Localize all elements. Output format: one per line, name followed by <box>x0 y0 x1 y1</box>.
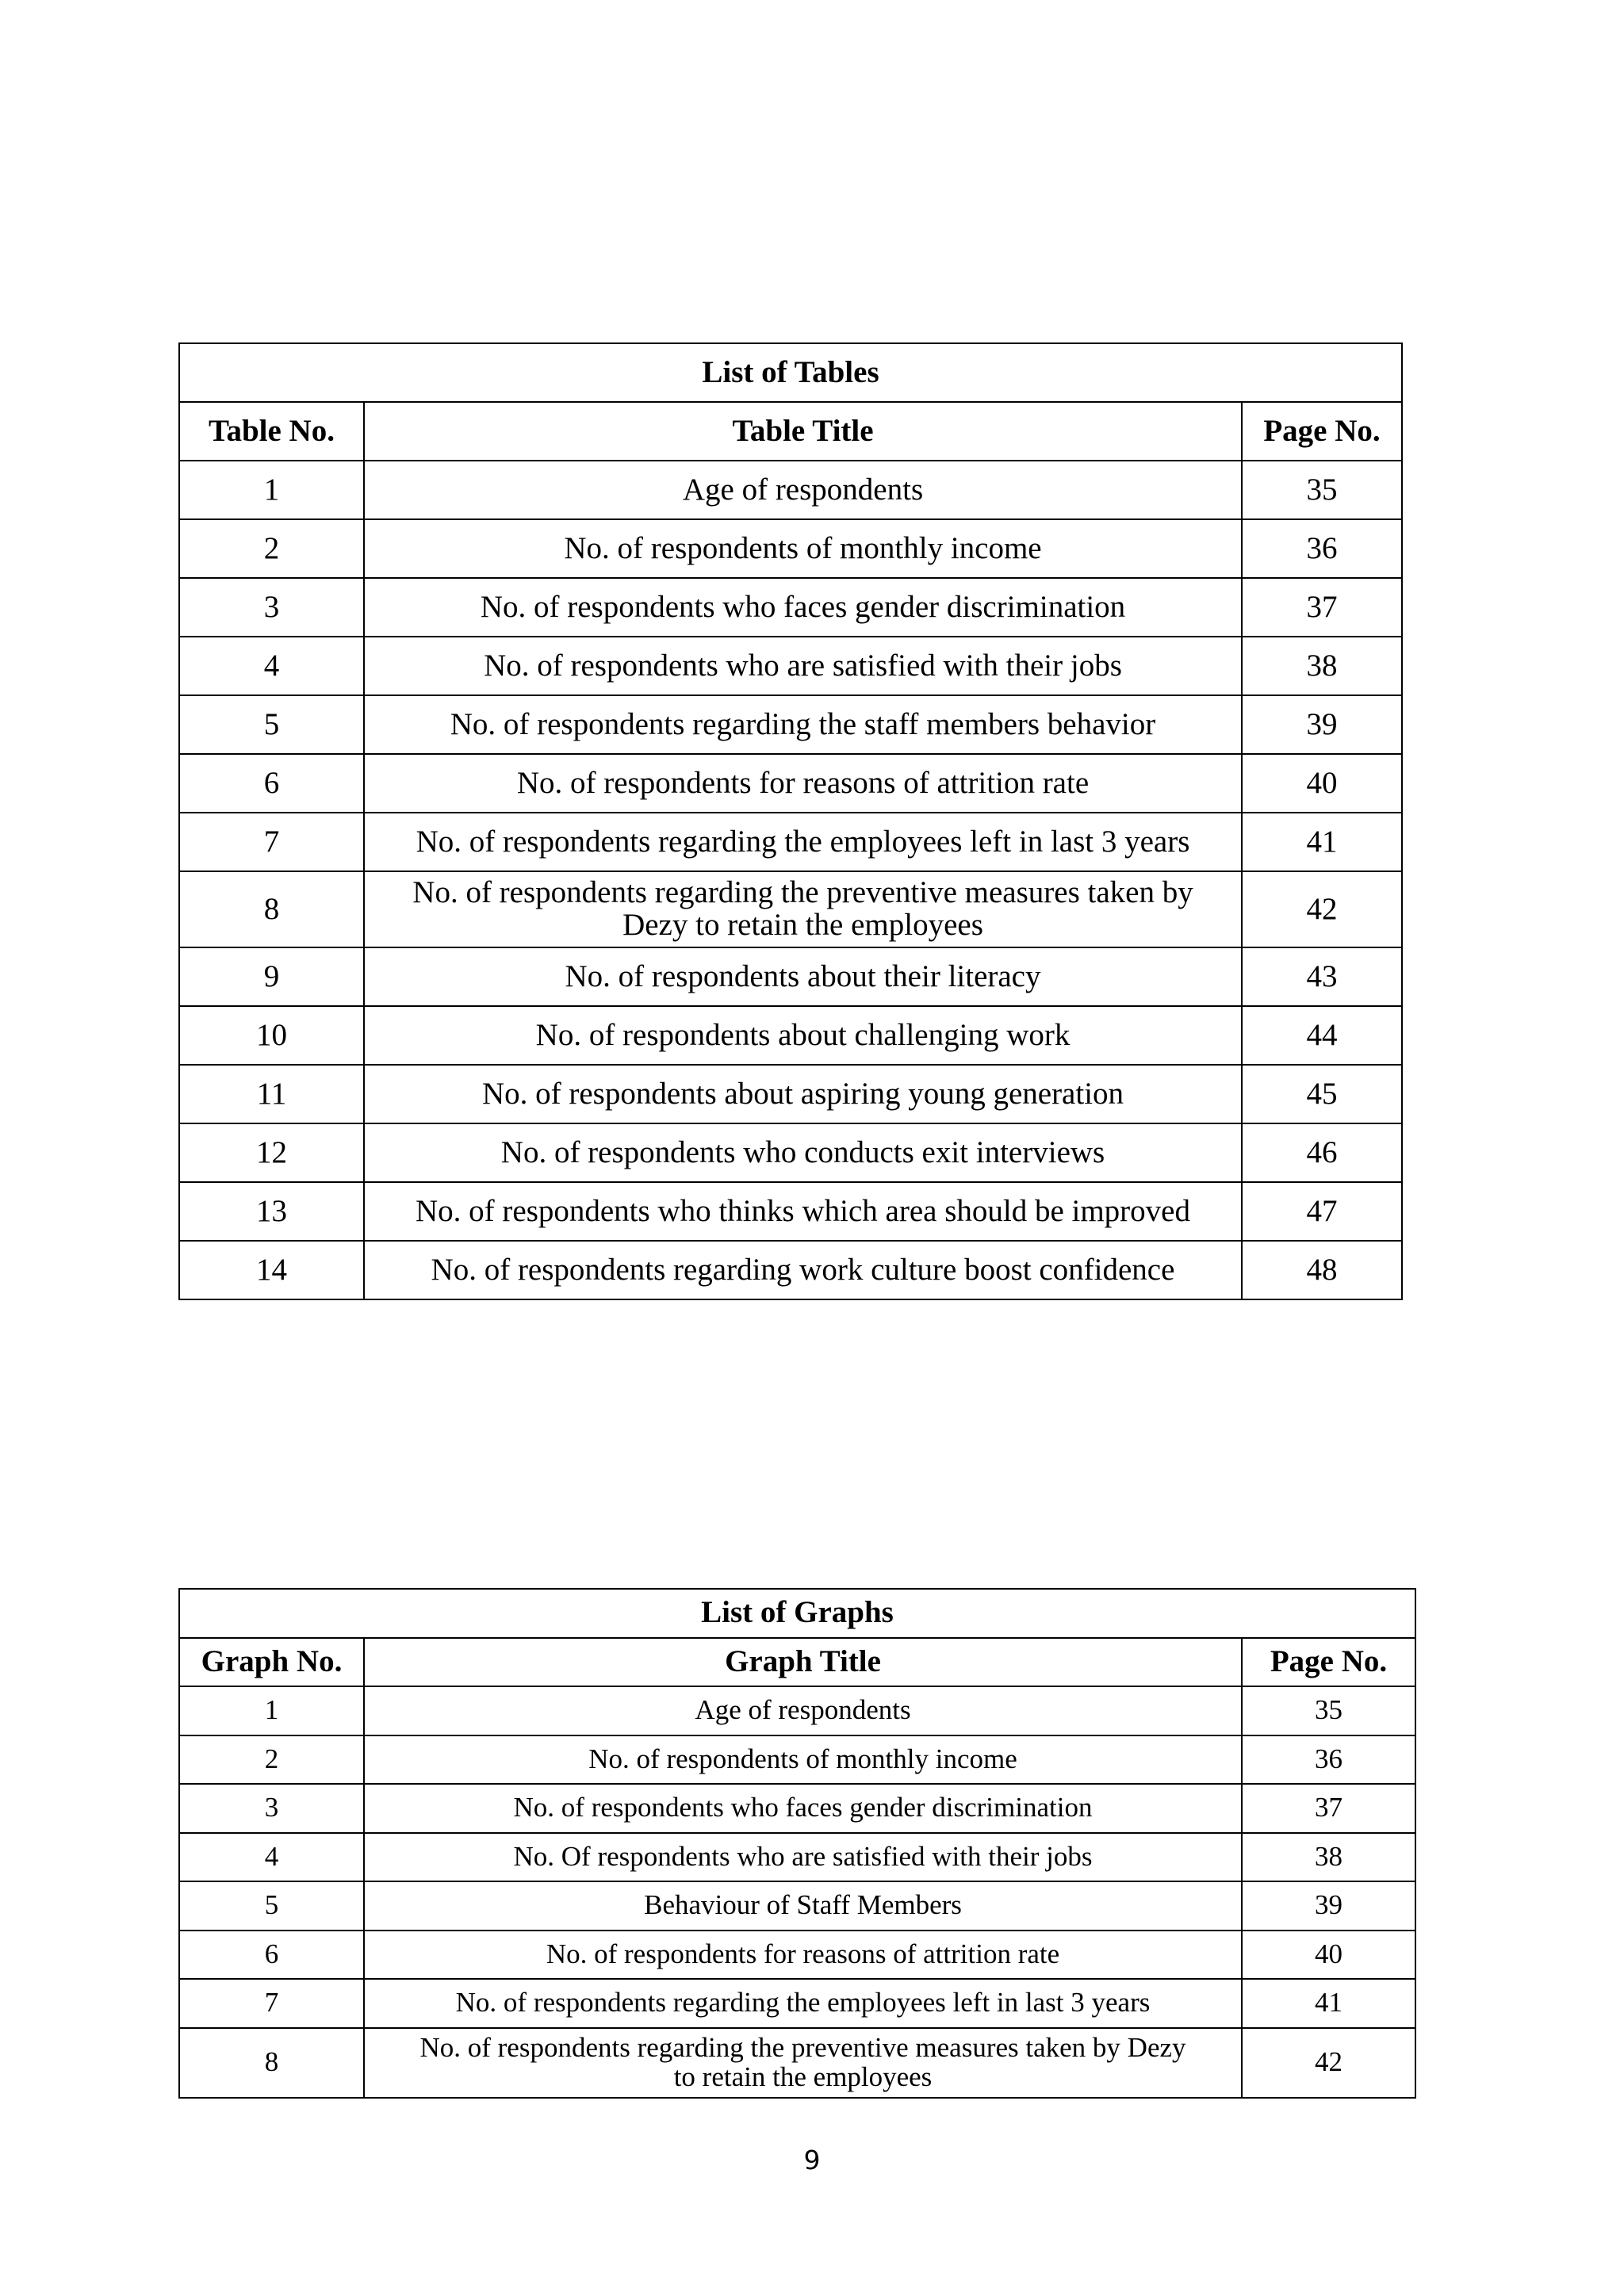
row-number: 6 <box>179 1931 364 1980</box>
row-title: No. of respondents regarding the staff members behavior <box>364 695 1242 754</box>
row-page: 43 <box>1242 947 1402 1006</box>
table-row <box>179 1979 1415 2028</box>
list-of-tables <box>178 342 1403 1300</box>
row-title: No. of respondents regarding the employees left in last 3 years <box>364 1979 1242 2028</box>
table-row <box>179 2028 1415 2098</box>
table-row <box>179 1006 1402 1065</box>
row-number: 8 <box>179 2028 364 2098</box>
row-title: No. of respondents for reasons of attrition rate <box>364 1931 1242 1980</box>
row-page: 46 <box>1242 1123 1402 1182</box>
header-table-title: Table Title <box>364 402 1242 461</box>
table-row <box>179 695 1402 754</box>
table-row <box>179 1931 1415 1980</box>
row-page: 38 <box>1242 637 1402 695</box>
row-title: No. of respondents regarding the employees left in last 3 years <box>364 813 1242 871</box>
row-number: 5 <box>179 695 364 754</box>
row-page: 40 <box>1242 754 1402 813</box>
table-title-row <box>179 343 1402 402</box>
header-table-no: Table No. <box>179 402 364 461</box>
table-row <box>179 637 1402 695</box>
table-row <box>179 1833 1415 1882</box>
row-page: 42 <box>1242 2028 1415 2098</box>
row-page: 39 <box>1242 1881 1415 1931</box>
list-of-tables-title: List of Tables <box>179 343 1402 402</box>
table-row <box>179 1182 1402 1241</box>
table-row <box>179 754 1402 813</box>
row-title: No. of respondents about challenging work <box>364 1006 1242 1065</box>
row-page: 48 <box>1242 1241 1402 1299</box>
row-number: 10 <box>179 1006 364 1065</box>
row-page: 47 <box>1242 1182 1402 1241</box>
row-title: Age of respondents <box>364 461 1242 519</box>
row-number: 14 <box>179 1241 364 1299</box>
graph-header-row <box>179 1638 1415 1687</box>
row-page: 36 <box>1242 1735 1415 1785</box>
table-row <box>179 461 1402 519</box>
page-number: 9 <box>803 2145 821 2175</box>
row-page: 35 <box>1242 1686 1415 1735</box>
row-number: 1 <box>179 461 364 519</box>
table-row <box>179 813 1402 871</box>
header-graph-title: Graph Title <box>364 1638 1242 1687</box>
table-row <box>179 519 1402 578</box>
row-number: 7 <box>179 1979 364 2028</box>
row-title-line-2: to retain the employees <box>673 2061 933 2092</box>
graph-title-row <box>179 1589 1415 1638</box>
row-number: 6 <box>179 754 364 813</box>
row-page: 42 <box>1242 871 1402 947</box>
table-header-row <box>179 402 1402 461</box>
table-row <box>179 1735 1415 1785</box>
table-row <box>179 1123 1402 1182</box>
list-of-graphs-title: List of Graphs <box>179 1589 1415 1638</box>
row-title-line-1: No. of respondents regarding the preventive measures taken by <box>412 875 1193 910</box>
row-title: No. of respondents who conducts exit interviews <box>364 1123 1242 1182</box>
row-title: No. of respondents regarding work culture boost confidence <box>364 1241 1242 1299</box>
row-title: No. of respondents about aspiring young generation <box>364 1065 1242 1123</box>
row-page: 41 <box>1242 813 1402 871</box>
row-page: 38 <box>1242 1833 1415 1882</box>
row-title: No. of respondents who faces gender discrimination <box>364 578 1242 637</box>
row-number: 12 <box>179 1123 364 1182</box>
table-row <box>179 578 1402 637</box>
header-graph-no: Graph No. <box>179 1638 364 1687</box>
header-page-no: Page No. <box>1242 402 1402 461</box>
row-title: Behaviour of Staff Members <box>364 1881 1242 1931</box>
row-title-line-2: Dezy to retain the employees <box>622 908 983 942</box>
row-title: No. of respondents about their literacy <box>364 947 1242 1006</box>
table-row <box>179 871 1402 947</box>
row-page: 41 <box>1242 1979 1415 2028</box>
row-title: No. of respondents who thinks which area should be improved <box>364 1182 1242 1241</box>
list-of-graphs <box>178 1588 1416 2099</box>
row-page: 45 <box>1242 1065 1402 1123</box>
header-page-no: Page No. <box>1242 1638 1415 1687</box>
row-number: 3 <box>179 1784 364 1833</box>
row-page: 39 <box>1242 695 1402 754</box>
row-number: 7 <box>179 813 364 871</box>
row-number: 11 <box>179 1065 364 1123</box>
row-title <box>364 871 1242 947</box>
row-number: 8 <box>179 871 364 947</box>
row-page: 37 <box>1242 1784 1415 1833</box>
row-number: 9 <box>179 947 364 1006</box>
row-title: No. of respondents for reasons of attrition rate <box>364 754 1242 813</box>
table-row <box>179 1241 1402 1299</box>
row-number: 5 <box>179 1881 364 1931</box>
row-title: No. of respondents of monthly income <box>364 519 1242 578</box>
row-title: No. of respondents of monthly income <box>364 1735 1242 1785</box>
row-title: No. of respondents who faces gender discrimination <box>364 1784 1242 1833</box>
table-row <box>179 947 1402 1006</box>
row-number: 1 <box>179 1686 364 1735</box>
table-row <box>179 1881 1415 1931</box>
row-number: 2 <box>179 1735 364 1785</box>
row-number: 2 <box>179 519 364 578</box>
table-row <box>179 1686 1415 1735</box>
table-row <box>179 1784 1415 1833</box>
row-number: 4 <box>179 637 364 695</box>
row-title: Age of respondents <box>364 1686 1242 1735</box>
row-number: 3 <box>179 578 364 637</box>
row-title: No. Of respondents who are satisfied with their jobs <box>364 1833 1242 1882</box>
row-number: 13 <box>179 1182 364 1241</box>
row-page: 36 <box>1242 519 1402 578</box>
row-number: 4 <box>179 1833 364 1882</box>
row-title <box>364 2028 1242 2098</box>
table-row <box>179 1065 1402 1123</box>
row-page: 35 <box>1242 461 1402 519</box>
row-title: No. of respondents who are satisfied with their jobs <box>364 637 1242 695</box>
row-title-line-1: No. of respondents regarding the preventive measures taken by Dezy <box>419 2031 1186 2063</box>
row-page: 40 <box>1242 1931 1415 1980</box>
row-page: 44 <box>1242 1006 1402 1065</box>
row-page: 37 <box>1242 578 1402 637</box>
